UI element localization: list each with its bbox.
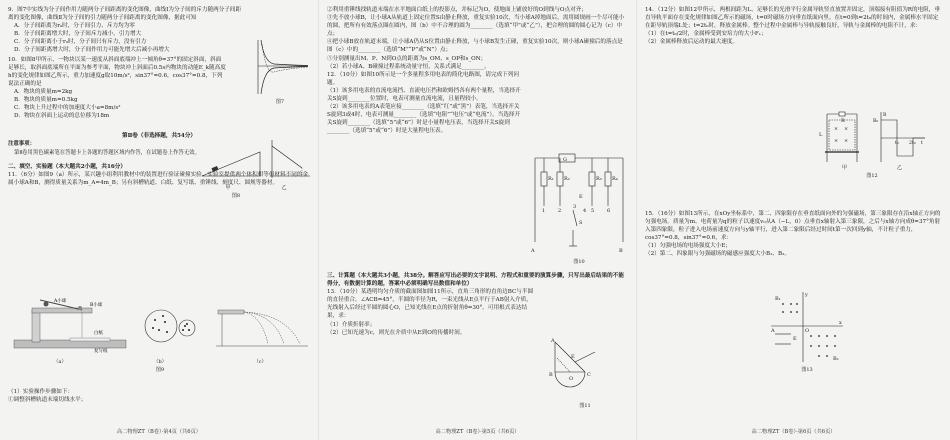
- terminal-3: 3: [573, 204, 577, 210]
- axis-y-label: y: [805, 292, 808, 298]
- svg-text:×: ×: [834, 138, 839, 144]
- question-10: 10．如图8甲所示，一物块以某一速度从斜面底端冲上一倾角θ=37°的固定斜面，斜面足够长，取斜面底端所在平面为参考平面，物块冲上斜面后0.5s内物块的动能E_k随高度h的变化规律如图乙所示，重力加速度g取10m/s²，sin37°=0.6，cos37°=0.8，下列说法正确的是: [8, 56, 226, 87]
- figure-8-label-b: 乙: [281, 185, 287, 191]
- terminal-6: 6: [607, 208, 611, 214]
- q11-steps-title: （1）实验操作步骤如下：: [8, 389, 74, 395]
- resistor-r-label: R: [841, 118, 845, 124]
- length-l-label: L: [819, 132, 823, 138]
- terminal-2: 2: [558, 208, 562, 214]
- q11-part-2: （2）若小球A、B碰撞过程系统动量守恒，关系式满足________。: [327, 63, 490, 70]
- field-time-graph: [873, 110, 927, 164]
- point-e: E: [571, 354, 575, 360]
- figure-12-label-b: 乙: [896, 165, 902, 171]
- point-c: C: [587, 372, 591, 378]
- figure-9-label-c: （c）: [253, 359, 267, 365]
- figure-13-caption: 图13: [801, 367, 813, 373]
- figure-8-label-a: 甲: [225, 185, 231, 191]
- q11-step-2: ②利用重锤线找轨道末端在水平地面白纸上的投影点，并标记为O，使地面上铺放好的O到线与O点对齐；: [327, 7, 587, 13]
- q14-part-1: （1）在t=t₀/2时，金属棒受到安培力的大小F₁；: [645, 31, 767, 38]
- switch-s-label: S: [579, 220, 583, 226]
- probe-b-label: B: [619, 248, 623, 254]
- axis-t-label: t: [921, 141, 923, 146]
- question-9: 9．图7中实线为分子间作用力随两分子间距离的变化图像，曲线Ⅰ为分子间的斥力随两分子间距离的变化图像，曲线Ⅱ为分子间的引力随两分子间距离的变化图像，据此可知: [8, 7, 242, 22]
- figure-12-label-a: 甲: [841, 165, 847, 171]
- figure-7-caption: 图7: [275, 99, 285, 105]
- q14-part-2: （2）金属棒释放后运动的最大速度。: [645, 39, 739, 46]
- figure-10-caption: 图10: [573, 259, 585, 265]
- page-6: [636, 0, 950, 440]
- figure-8: [200, 138, 312, 200]
- notice-title: 注意事项：: [8, 141, 35, 148]
- landing-points-circles: [135, 296, 209, 358]
- q9-option-d: D．分子间距离增大时，分子间作用力可能先增大后减小再增大: [14, 47, 170, 54]
- q11-step-4: ④把小球B放在轨道末端，让小球A仍从S位置由静止释放，与小球B发生正碰，重复实验10次，则小球A碰撞后的落点是图（c）中的________（选填“M”“P”或“N”）点；: [327, 39, 623, 54]
- two-t0-label: 2t₀: [909, 141, 916, 146]
- q15-part-1: （1）匀强电场的电场强度大小E；: [645, 243, 731, 250]
- q9-option-a: A．分子间距离为r₀时，分子间引力、斥力均为零: [14, 23, 135, 30]
- q10-option-c: C．物块上升过程中的加速度大小a=8m/s²: [14, 105, 121, 112]
- probe-a-label: A: [531, 248, 535, 254]
- figure-10: [529, 150, 629, 266]
- page-4: [0, 0, 318, 440]
- q11-step-1: ①调整斜槽轨道末端切线水平；: [8, 397, 87, 404]
- question-11: 11．（6分）如图9（a）所示，某兴趣小组利用教材中的装置进行验证碰撞实验。实验室提供两个体积相等但材料不同的金属小球A和B，测得质量关系为m_A=4m_B；另有斜槽轨道、白纸、复写纸、重锤线、刻度尺、圆规等器材。: [8, 171, 309, 186]
- point-a: A: [551, 338, 555, 344]
- trajectory-diagram: [214, 296, 310, 358]
- q9-option-c: C．分子间距离小于r₀时，分子间只有斥力，没有引力: [14, 39, 147, 46]
- origin-label: O: [805, 328, 810, 334]
- b-ball-label: B小球: [90, 303, 103, 308]
- q13-part-2: （2）已知光速为c，则光在介质中从E到O的传播时间。: [327, 329, 466, 336]
- a-ball-label: A小球: [54, 299, 67, 304]
- page-4-footer: 高二物理ZT（B卷）·第4页（共6页）: [117, 428, 201, 435]
- q10-option-a: A．物块的质量m=2kg: [14, 88, 73, 95]
- r1-label: R₁: [548, 176, 554, 182]
- carbon-paper-label: 复写纸: [94, 349, 108, 354]
- figure-9: [10, 296, 310, 374]
- multimeter-circuit: [529, 150, 629, 258]
- force-distance-graph: [250, 36, 310, 98]
- galvanometer-label: G: [563, 157, 567, 163]
- field-b2-label: B₂: [833, 356, 839, 362]
- q13-part-1: （1）介质折射率；: [327, 321, 376, 328]
- battery-e-label: E: [579, 194, 583, 200]
- rails-magnetic-field: [817, 110, 867, 164]
- question-13: 13．（10分）某透明均匀介质的截面图如图11所示，直角三角形的直角边BC与半圆的直径重合，∠ACB=45°，半圆的半径为R，一束光线从E点平行于AB射入介质，光线射入后经过半圆的圆心O，已知光线在E点的折射角θ=30°。可用根式表达结果，求：: [327, 289, 534, 320]
- coordinate-field-diagram: [767, 290, 847, 366]
- figure-12: [817, 110, 927, 180]
- figure-11-caption: 图11: [579, 403, 591, 409]
- svg-text:×: ×: [844, 126, 849, 132]
- terminal-1: 1: [542, 208, 546, 214]
- section-3-title: 三、计算题（本大题共3小题，共38分。解答应写出必要的文字说明、方程式和重要的演算步骤，只写出最后结果的不能得分，有数据计算的题，答案中必须明确写出数值和单位）: [327, 273, 624, 288]
- figure-9-caption: 图9: [155, 367, 165, 374]
- question-12: 12．（10分）如图10所示是一个多量程多用电表的简化电路图，请完成下列问题。: [327, 71, 519, 86]
- axis-x-label: x: [839, 320, 842, 326]
- q10-option-b: B．物块的质量m=0.5kg: [14, 97, 78, 104]
- part-2-title: 第Ⅱ卷（非选择题，共54分）: [121, 133, 197, 140]
- terminal-5: 5: [591, 208, 595, 214]
- t0-label: t₀: [895, 141, 899, 146]
- figure-11: [545, 336, 625, 410]
- page-5: [318, 0, 636, 440]
- r3-label: R₃: [596, 176, 602, 182]
- svg-text:×: ×: [844, 138, 849, 144]
- figure-8-caption: 图8: [231, 193, 241, 200]
- figure-7: [250, 36, 310, 106]
- axis-b-label: B: [883, 113, 887, 118]
- paper-label: 白纸: [94, 331, 103, 336]
- field-b1-label: B₁: [775, 296, 781, 302]
- field-e-label: E: [793, 336, 797, 342]
- question-15: 15．（16分）如图13所示，在xOy坐标系中，第二、四象限存在垂直纸面向外的匀强磁场，第三象限存在沿x轴正方向的匀强电场。质量为m、电荷量为q的粒子以速度v₀从A（−L，0）点垂直x轴射入第三象限，之后与x轴方向成θ=37°角射入第四象限，粒子进入电场前速度方向与y轴平行，进入第二象限后经过时间t第一次回到y轴，不计粒子重力，cos37°=0.8，sin37°=0.6，求：: [645, 211, 941, 242]
- notice-text: 第Ⅱ卷用黑色碳素笔在答题卡上各题的答题区域内作答，在试题卷上作答无效。: [14, 149, 200, 156]
- point-b: B: [549, 372, 553, 378]
- section-2-title: 二、填空、实验题（本大题共2小题，共16分）: [8, 163, 126, 170]
- terminal-4: 4: [583, 208, 587, 214]
- collision-apparatus: [10, 296, 130, 358]
- page-5-footer: 高二物理ZT（B卷）·第5页（共6页）: [435, 428, 520, 435]
- figure-9-label-a: （a）: [53, 359, 67, 365]
- b0-label: B₀: [873, 119, 879, 124]
- q11-step-5: ⑤分别测量出M、P、N到O点的距离为s_OM、s_OP和s_ON；: [327, 55, 487, 62]
- figure-13: [767, 290, 847, 374]
- svg-text:×: ×: [834, 126, 839, 132]
- incline-and-energy-graph: [200, 138, 312, 184]
- prism-semicircle-diagram: [545, 336, 625, 402]
- r4-label: R₄: [612, 176, 618, 182]
- question-14: 14．（12分）如图12甲所示，两根间距为L、足够长的光滑平行金属导轨竖直放置并固定，顶端接有阻值为R的电阻，垂直导轨平面存在变化规律如图乙所示的磁场，t=0时磁场方向垂直纸面向里。在t=0到t=2t₀的时间内，金属棒水平固定在距导轨顶端L处；t=2t₀时，释放金属棒。整个过程中金属棒与导轨接触良好，导轨与金属棒的电阻不计，求：: [645, 7, 940, 30]
- q15-part-2: （2）第二、四象限与匀强磁场的磁感应强度大小B₁、B₂。: [645, 251, 790, 258]
- q11-step-3: ③先不放小球B，让小球A从轨道上固定位置S由静止释放，重复实验10次，当小球A掉地面后，需用圆规画一个尽可能小的圆，把所有有效落点圈在圆内，图（b）中不合理的圆为________（选填“甲”或“乙”），把合理的圆的圆心记为（c）中点；: [327, 15, 625, 38]
- page-6-footer: 高二物理ZT（B卷）·第6页（共6页）: [751, 428, 836, 435]
- q10-option-d: D．物块在斜面上运动的总位移为18m: [14, 113, 110, 120]
- figure-12-caption: 图12: [866, 173, 878, 180]
- r2-label: R₂: [564, 176, 570, 182]
- figure-9-label-b: （b）: [153, 359, 167, 365]
- q12-part-2: （2）该多用电表的A表笔应接________（选填“红”或“黑”）表笔，当选择开关S旋到3或4时，电表可测量________（选填“电阻”“电压”或“电流”），当选择开关S旋到________（选填“5”或“6”）时是小量程电压表，当选择开关S旋到________（选填“5”或“6”）时是大量程电压表。: [327, 104, 521, 135]
- q12-part-1: （1）该多用电表的直流电流挡、直流电压挡和欧姆挡各有两个量程，当选择开关S旋到________位置时，电表可测量直流电流，且量程较小。: [327, 87, 521, 103]
- point-a-label: A: [771, 328, 775, 334]
- q9-option-b: B．分子间距离增大时，分子间斥力减小，引力增大: [14, 31, 142, 38]
- point-o: O: [569, 376, 574, 382]
